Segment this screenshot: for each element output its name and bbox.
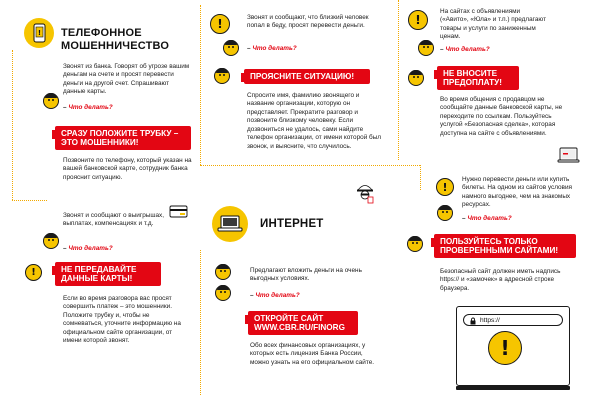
banner-open-cbr-site: ОТКРОЙТЕ САЙТ WWW.CBR.RU/FINORG	[248, 311, 358, 335]
svg-text:!: !	[37, 29, 42, 37]
laptop-icon	[556, 145, 582, 167]
browser-stand	[456, 386, 570, 390]
question-what-to-do: – Что делать?	[462, 215, 512, 222]
banner-clarify-situation: ПРОЯСНИТЕ СИТУАЦИЮ!	[244, 69, 370, 84]
question-what-to-do: – Что делать?	[440, 46, 490, 53]
dotted-connector	[200, 250, 201, 395]
banner-hang-up: СРАЗУ ПОЛОЖИТЕ ТРУБКУ – ЭТО МОШЕННИКИ!	[55, 126, 191, 150]
banner-do-not-share-card: НЕ ПЕРЕДАВАЙТЕ ДАННЫЕ КАРТЫ!	[55, 262, 161, 286]
question-what-to-do: – Что делать?	[63, 104, 113, 111]
lock-icon	[469, 317, 477, 325]
laptop-icon	[212, 206, 248, 242]
answer-safe-deal: Во время общения с продавцом не сообщайте данные банковской карты, не переходите по ссылкам. Пользуйтесь услугой «Безопасная сделка», которая доступна на сайте с объявлениями.	[440, 96, 563, 137]
person-face-icon	[437, 205, 453, 221]
scenario-investment-text: Предлагают вложить деньги на очень выгодных условиях.	[250, 267, 362, 283]
person-face-icon	[43, 233, 59, 249]
section-heading-phone-fraud: ТЕЛЕФОННОЕ МОШЕННИЧЕСТВО	[61, 27, 170, 53]
scenario-bank-call-text: Звонят из банка. Говорят об угрозе вашим деньгам на счете и просят перевести деньги на другой счет. Спрашивают данные карты.	[63, 63, 190, 96]
person-face-icon	[408, 70, 424, 86]
address-bar-url: https://	[480, 316, 500, 324]
question-what-to-do: – Что делать?	[247, 45, 297, 52]
exclamation-icon: !	[25, 264, 42, 281]
scenario-websites-text: Нужно перевести деньги или купить билеты. На одном из сайтов условия намного выгоднее, чем на знакомых ресурсах.	[462, 176, 572, 209]
answer-payment-request: Если во время разговора вас просят совершить платеж – это мошенники. Положите трубку и, чтобы не сомневаться, уточните информацию на официальном сайте организации, от имени которой звонят.	[63, 295, 181, 345]
dotted-connector	[420, 165, 421, 190]
person-face-icon	[223, 40, 239, 56]
person-face-icon	[215, 285, 231, 301]
banner-trusted-sites: ПОЛЬЗУЙТЕСЬ ТОЛЬКО ПРОВЕРЕННЫМИ САЙТАМИ!	[434, 234, 576, 258]
dotted-connector	[12, 50, 13, 200]
person-face-icon	[407, 236, 423, 252]
banner-no-prepayment: НЕ ВНОСИТЕ ПРЕДОПЛАТУ!	[437, 66, 519, 90]
person-face-icon	[418, 40, 434, 56]
hacker-icon	[354, 180, 376, 204]
wallet-card-icon	[168, 203, 190, 221]
person-face-icon	[215, 264, 231, 280]
dotted-connector	[200, 165, 420, 166]
person-face-icon	[214, 68, 230, 84]
scenario-prizes-text: Звонят и сообщают о выигрышах, выплатах, компенсациях и т.д.	[63, 212, 164, 228]
address-bar	[463, 314, 563, 326]
answer-cbr-license: Обо всех финансовых организациях, у которых есть лицензия Банка России, можно узнать на его официальном сайте.	[250, 342, 375, 366]
question-what-to-do: – Что делать?	[250, 292, 300, 299]
scenario-relative-trouble-text: Звонят и сообщают, что близкий человек попал в беду, просят перевести деньги.	[247, 14, 369, 30]
section-heading-internet: ИНТЕРНЕТ	[260, 218, 324, 230]
dotted-connector	[200, 5, 201, 165]
dotted-connector	[12, 200, 47, 201]
exclamation-icon: !	[488, 331, 522, 365]
exclamation-icon: !	[408, 10, 428, 30]
phone-alert-icon	[24, 18, 54, 48]
scenario-classifieds-text: На сайтах с объявлениями («Авито», «Юла» и т.п.) предлагают товары и услуги по заниженным ценам.	[440, 8, 547, 41]
exclamation-icon: !	[210, 14, 230, 34]
exclamation-icon: !	[436, 178, 454, 196]
answer-https-lock: Безопасный сайт должен иметь надпись https:// и «замочек» в адресной строке браузера.	[440, 268, 561, 292]
answer-call-bank: Позвоните по телефону, который указан на вашей банковской карте, сотрудник банка прояснит ситуацию.	[63, 157, 192, 181]
dotted-connector	[398, 0, 399, 160]
question-what-to-do: – Что делать?	[63, 245, 113, 252]
person-face-icon	[43, 93, 59, 109]
answer-call-relative: Спросите имя, фамилию звонящего и название организации, которую он представляет. Прекратите разговор и позвоните близкому человеку. Если дозвониться не удалось, сами найдите телефон организации, от имени которой был звонок, и выясните, что случилось.	[247, 92, 382, 150]
